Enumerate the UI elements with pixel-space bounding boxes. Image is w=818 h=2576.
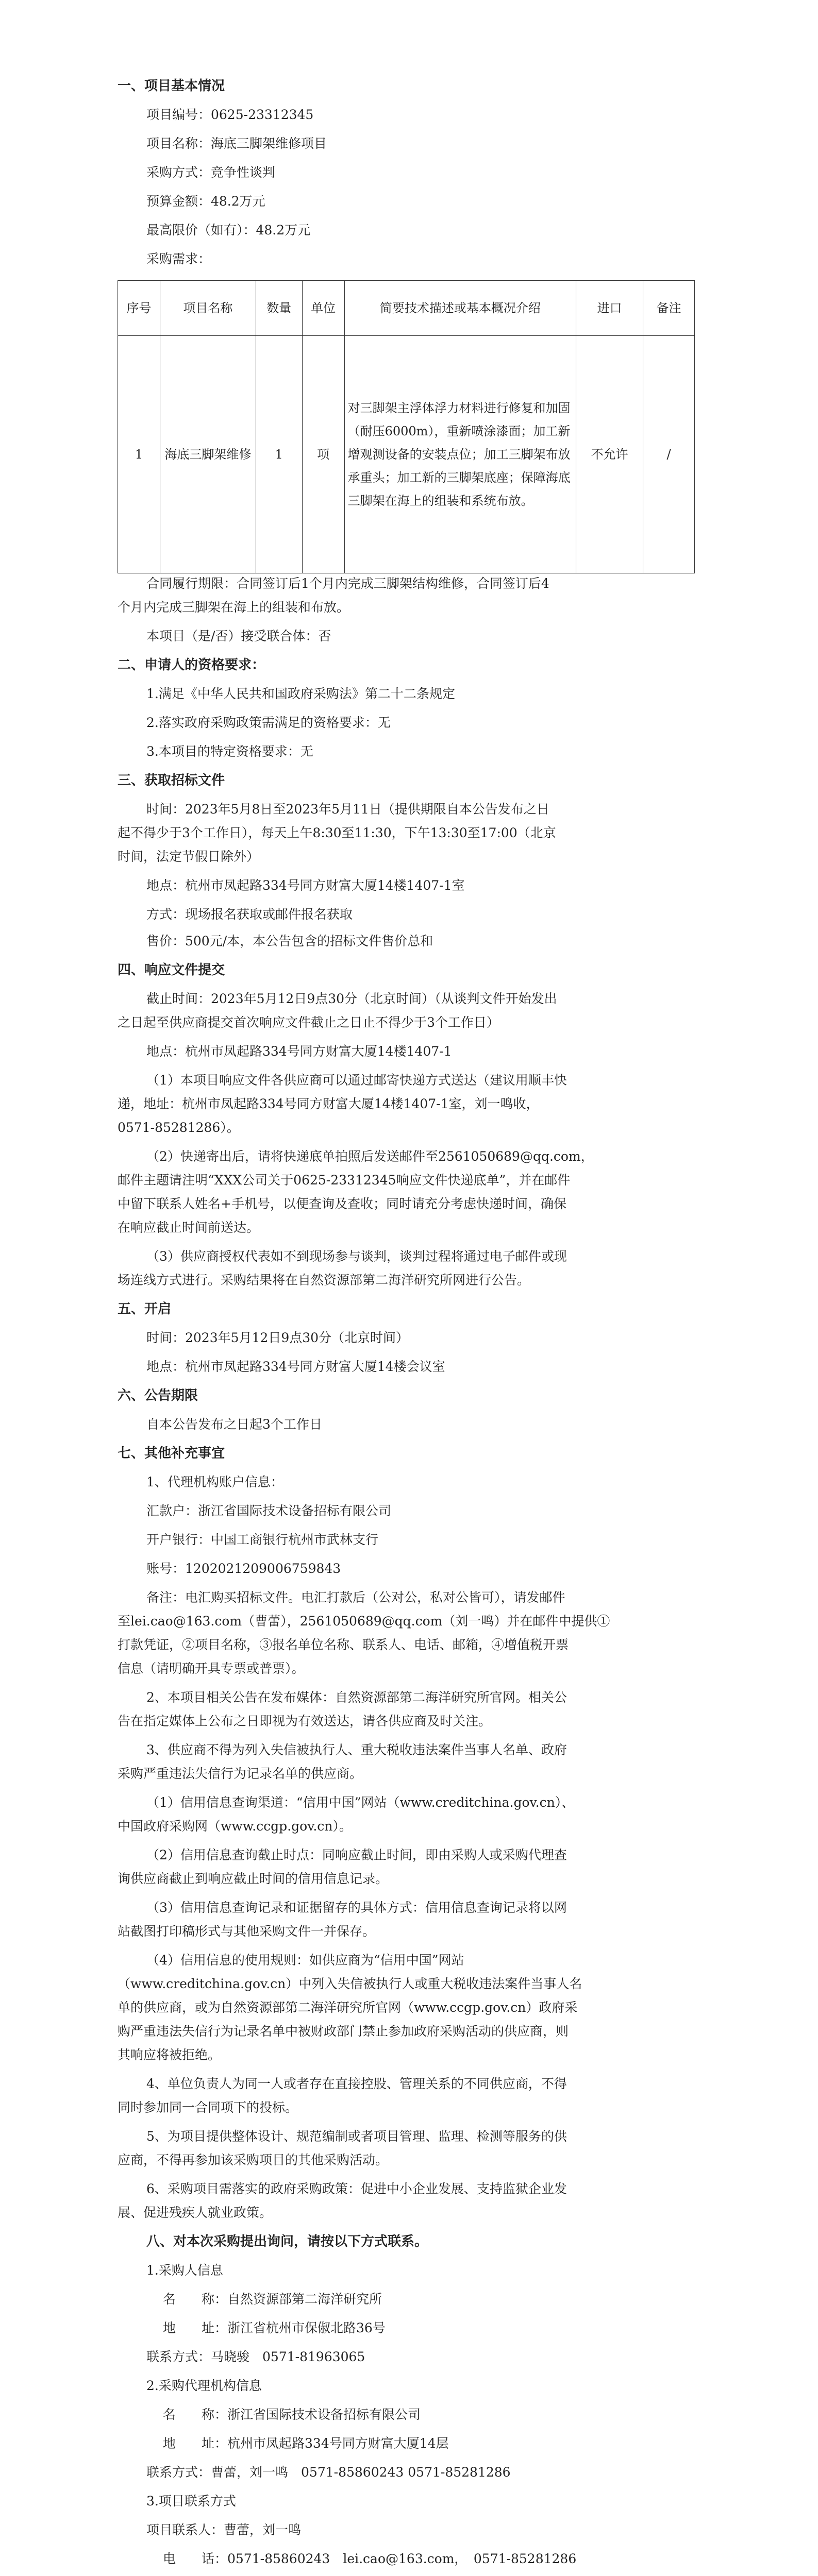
table-header-row (118, 281, 695, 336)
design-service-line2: 应商，不得再参加该采购项目的其他采购活动。 (118, 2153, 389, 2167)
credit-rule-line5: 其响应将被拒绝。 (118, 2047, 221, 2062)
credit-record-line2: 站截图打印稿形式与其他采购文件一并保存。 (118, 1924, 376, 1939)
media-notice-line2: 告在指定媒体上公布之日即视为有效送达，请各供应商及时关注。 (118, 1714, 492, 1728)
credit-channel-line2: 中国政府采购网（www.ccgp.gov.cn）。 (118, 1819, 352, 1834)
cell-description: 对三脚架主浮体浮力材料进行修复和加固（耐压6000m），重新喷涂漆面；加工新增观测设备的安装点位；加工三脚架布放承重头；加工新的三脚架底座；保障海底三脚架在海上的组装和系统布放。 (344, 336, 576, 573)
project-number: 项目编号：0625-23312345 (146, 107, 314, 122)
related-supplier-line2: 同时参加同一合同项下的投标。 (118, 2100, 298, 2115)
submission-note-3-line1: （3）供应商授权代表如不到现场参与谈判，谈判过程将通过电子邮件或现 (146, 1249, 567, 1264)
submission-note-2-line2: 邮件主题请注明“XXX公司关于0625-23312345响应文件快递底单”，并在邮件 (118, 1173, 571, 1188)
header-note: 备注 (643, 281, 695, 336)
cell-import: 不允许 (576, 336, 643, 573)
notice-period-text: 自本公告发布之日起3个工作日 (146, 1417, 322, 1432)
agency-address: 地 址：杭州市凤起路334号同方财富大厦14层 (163, 2436, 449, 2451)
procurement-method: 采购方式：竞争性谈判 (146, 165, 276, 180)
header-unit: 单位 (302, 281, 344, 336)
section-heading-opening: 五、开启 (118, 1301, 172, 1317)
demand-table (118, 280, 695, 573)
document-price: 售价：500元/本，本公告包含的招标文件售价总和 (146, 934, 433, 948)
credit-cutoff-line2: 询供应商截止到响应截止时间的信用信息记录。 (118, 1871, 389, 1886)
header-no: 序号 (118, 281, 160, 336)
policy-line1: 6、采购项目需落实的政府采购政策：促进中小企业发展、支持监狱企业发 (146, 2181, 567, 2196)
submission-note-2-line3: 中留下联系人姓名+手机号，以便查询及查收；同时请充分考虑快递时间，确保 (118, 1196, 566, 1211)
project-contact-phone: 电 话：0571-85860243 lei.cao@163.com， 0571-85281286 (163, 2551, 577, 2566)
credit-record-line1: （3）信用信息查询记录和证据留存的具体方式：信用信息查询记录将以网 (146, 1900, 567, 1915)
submission-note-2-line1: （2）快递寄出后，请将快递底单拍照后发送邮件至2561050689@qq.com， (146, 1149, 594, 1164)
opening-time: 时间：2023年5月12日9点30分（北京时间） (146, 1330, 409, 1345)
purchaser-info-label: 1.采购人信息 (146, 2263, 223, 2278)
cell-note: / (643, 336, 695, 573)
project-name: 项目名称：海底三脚架维修项目 (146, 136, 327, 151)
purchaser-name: 名 称：自然资源部第二海洋研究所 (163, 2292, 382, 2307)
submission-note-2-line4: 在响应截止时间前送达。 (118, 1220, 260, 1235)
account-number: 账号：1202021209006759843 (146, 1561, 341, 1576)
contract-period-line1: 合同履行期限：合同签订后1个月内完成三脚架结构维修，合同签订后4 (146, 576, 549, 591)
procurement-demand-label: 采购需求： (146, 251, 211, 266)
qualification-item-2: 2.落实政府采购政策需满足的资格要求：无 (146, 715, 391, 730)
credit-requirement-line1: 3、供应商不得为列入失信被执行人、重大税收违法案件当事人名单、政府 (146, 1742, 567, 1757)
section-heading-qualification: 二、申请人的资格要求： (118, 657, 265, 673)
project-contact-person: 项目联系人：曹蕾，刘一鸣 (146, 2522, 302, 2537)
section-heading-obtain-documents: 三、获取招标文件 (118, 773, 225, 788)
opening-place: 地点：杭州市凤起路334号同方财富大厦14楼会议室 (146, 1359, 445, 1374)
submission-note-1-line3: 0571-85281286）。 (118, 1120, 240, 1135)
credit-cutoff-line1: （2）信用信息查询截止时点：同响应截止时间，即由采购人或采购代理查 (146, 1848, 567, 1862)
section-heading-submission: 四、响应文件提交 (118, 962, 225, 978)
credit-rule-line2: （www.creditchina.gov.cn）中列入失信被执行人或重大税收违法案件当事人名 (118, 1976, 582, 1991)
obtain-time-line2: 起不得少于3个工作日），每天上午8:30至11:30，下午13:30至17:00（北京 (118, 825, 556, 840)
purchaser-contact: 联系方式：马晓骏 0571-81963065 (146, 2349, 365, 2364)
agency-account-label: 1、代理机构账户信息： (146, 1475, 283, 1489)
account-bank: 开户银行：中国工商银行杭州市武林支行 (146, 1532, 379, 1547)
policy-line2: 展、促进残疾人就业政策。 (118, 2205, 273, 2220)
consortium-accepted: 本项目（是/否）接受联合体：否 (146, 629, 331, 643)
agency-name: 名 称：浙江省国际技术设备招标有限公司 (163, 2407, 421, 2422)
agency-info-label: 2.采购代理机构信息 (146, 2378, 262, 2393)
cell-unit: 项 (302, 336, 344, 573)
cell-project-name: 海底三脚架维修 (160, 336, 256, 573)
design-service-line1: 5、为项目提供整体设计、规范编制或者项目管理、监理、检测等服务的供 (146, 2129, 567, 2144)
qualification-item-1: 1.满足《中华人民共和国政府采购法》第二十二条规定 (146, 686, 455, 701)
credit-requirement-line2: 采购严重违法失信行为记录名单的供应商。 (118, 1766, 363, 1781)
obtain-way: 方式：现场报名获取或邮件报名获取 (146, 907, 353, 922)
credit-channel-line1: （1）信用信息查询渠道：“信用中国”网站（www.creditchina.gov.cn）、 (146, 1795, 575, 1810)
project-contact-label: 3.项目联系方式 (146, 2494, 236, 2509)
remittance-note-line1: 备注：电汇购买招标文件。电汇打款后（公对公，私对公皆可），请发邮件 (146, 1590, 565, 1605)
remittance-note-line3: 打款凭证，②项目名称，③报名单位名称、联系人、电话、邮箱，④增值税开票 (118, 1637, 569, 1652)
obtain-time-line1: 时间：2023年5月8日至2023年5月11日（提供期限自本公告发布之日 (146, 802, 549, 817)
submission-note-1-line2: 递，地址：杭州市凤起路334号同方财富大厦14楼1407-1室，刘一鸣收， (118, 1096, 539, 1111)
media-notice-line1: 2、本项目相关公告在发布媒体：自然资源部第二海洋研究所官网。相关公 (146, 1690, 567, 1705)
submission-deadline-line1: 截止时间：2023年5月12日9点30分（北京时间）（从谈判文件开始发出 (146, 991, 557, 1006)
header-project-name: 项目名称 (160, 281, 256, 336)
purchaser-address: 地 址：浙江省杭州市保俶北路36号 (163, 2320, 386, 2335)
submission-note-3-line2: 场连线方式进行。采购结果将在自然资源部第二海洋研究所网进行公告。 (118, 1273, 530, 1287)
budget-amount: 预算金额：48.2万元 (146, 194, 265, 209)
credit-rule-line3: 单的供应商，或为自然资源部第二海洋研究所官网（www.ccgp.gov.cn）政府采 (118, 2000, 578, 2015)
credit-rule-line4: 购严重违法失信行为记录名单中被财政部门禁止参加政府采购活动的供应商，则 (118, 2024, 569, 2039)
section-heading-notice-period: 六、公告期限 (118, 1388, 198, 1403)
qualification-item-3: 3.本项目的特定资格要求：无 (146, 744, 313, 759)
header-quantity: 数量 (256, 281, 302, 336)
remittance-note-line2: 至lei.cao@163.com（曹蕾），2561050689@qq.com（刘一鸣）并在邮件中提供① (118, 1614, 610, 1629)
header-description: 简要技术描述或基本概况介绍 (344, 281, 576, 336)
related-supplier-line1: 4、单位负责人为同一人或者存在直接控股、管理关系的不同供应商，不得 (146, 2076, 567, 2091)
cell-no: 1 (118, 336, 160, 573)
header-import: 进口 (576, 281, 643, 336)
account-payee: 汇款户：浙江省国际技术设备招标有限公司 (146, 1503, 392, 1518)
obtain-place: 地点：杭州市凤起路334号同方财富大厦14楼1407-1室 (146, 878, 465, 893)
obtain-time-line3: 时间，法定节假日除外） (118, 849, 260, 864)
section-heading-basic-info: 一、项目基本情况 (118, 78, 225, 94)
submission-note-1-line1: （1）本项目响应文件各供应商可以通过邮寄快递方式送达（建议用顺丰快 (146, 1073, 567, 1088)
agency-contact: 联系方式：曹蕾，刘一鸣 0571-85860243 0571-85281286 (146, 2465, 511, 2480)
table-row (118, 336, 695, 573)
submission-place: 地点：杭州市凤起路334号同方财富大厦14楼1407-1 (146, 1044, 452, 1059)
section-heading-other-matters: 七、其他补充事宜 (118, 1446, 225, 1461)
section-heading-contact: 八、对本次采购提出询问，请按以下方式联系。 (146, 2234, 428, 2249)
cell-quantity: 1 (256, 336, 302, 573)
credit-rule-line1: （4）信用信息的使用规则：如供应商为“信用中国”网站 (146, 1953, 464, 1968)
remittance-note-line4: 信息（请明确开具专票或普票）。 (118, 1661, 305, 1676)
contract-period-line2: 个月内完成三脚架在海上的组装和布放。 (118, 600, 350, 615)
submission-deadline-line2: 之日起至供应商提交首次响应文件截止之日止不得少于3个工作日） (118, 1015, 499, 1030)
max-price: 最高限价（如有）：48.2万元 (146, 223, 311, 238)
